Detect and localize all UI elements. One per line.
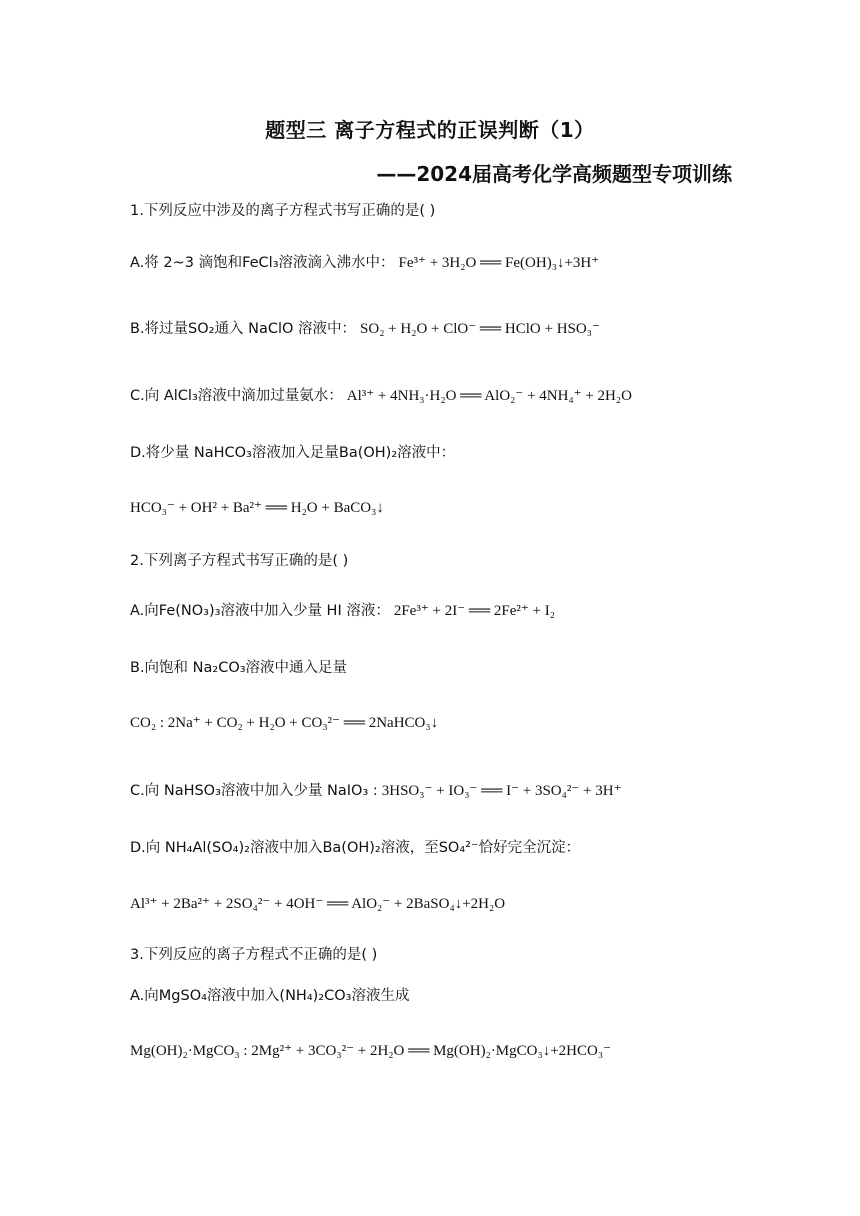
question-1-option-a: A.将 2~3 滴饱和FeCl₃溶液滴入沸水中： Fe³⁺ + 3H₂O ══ Fe(OH)₃↓+3H⁺ bbox=[130, 255, 600, 271]
question-1-option-d-equation bbox=[130, 497, 384, 519]
equation: Al³⁺ + 4NH₃·H₂O ══ AlO₂⁻ + 4NH₄⁺ + 2H₂O bbox=[346, 388, 632, 404]
question-1-option-b: B.将过量SO₂通入 NaClO 溶液中： SO₂ + H₂O + ClO⁻ ══ HClO + HSO₃⁻ bbox=[130, 321, 600, 337]
question-2-option-b: B.向饱和 Na₂CO₃溶液中通入足量 bbox=[130, 660, 348, 676]
question-1-stem: 1.下列反应中涉及的离子方程式书写正确的是( ) bbox=[130, 203, 436, 219]
page-subtitle: ——2024届高考化学高频题型专项训练 bbox=[376, 162, 732, 186]
question-2-option-a: A.向Fe(NO₃)₃溶液中加入少量 HI 溶液： 2Fe³⁺ + 2I⁻ ══ 2Fe²⁺ + I₂ bbox=[130, 603, 555, 619]
equation: SO₂ + H₂O + ClO⁻ ══ HClO + HSO₃⁻ bbox=[360, 321, 600, 337]
question-2-option-b-equation bbox=[130, 712, 438, 734]
question-2-option-d: D.向 NH₄Al(SO₄)₂溶液中加入Ba(OH)₂溶液，至SO₄²⁻恰好完全沉淀： bbox=[130, 840, 581, 856]
equation: 3HSO₃⁻ + IO₃⁻ ══ I⁻ + 3SO₄²⁻ + 3H⁺ bbox=[381, 783, 622, 799]
page-title: 题型三 离子方程式的正误判断（1） bbox=[265, 118, 595, 142]
question-3-option-a: A.向MgSO₄溶液中加入(NH₄)₂CO₃溶液生成 bbox=[130, 988, 410, 1004]
equation: HCO₃⁻ + OH² + Ba²⁺ ══ H₂O + BaCO₃↓ bbox=[130, 500, 384, 516]
equation: Mg(OH)₂·MgCO₃ : 2Mg²⁺ + 3CO₃²⁻ + 2H₂O ══ Mg(OH)₂·MgCO₃↓+2HCO₃⁻ bbox=[130, 1043, 611, 1059]
question-3-stem: 3.下列反应的离子方程式不正确的是( ) bbox=[130, 947, 378, 963]
question-1-option-d: D.将少量 NaHCO₃溶液加入足量Ba(OH)₂溶液中： bbox=[130, 445, 456, 461]
question-1-option-c: C.向 AlCl₃溶液中滴加过量氨水： Al³⁺ + 4NH₃·H₂O ══ AlO₂⁻ + 4NH₄⁺ + 2H₂O bbox=[130, 388, 632, 404]
question-2-option-c: C.向 NaHSO₃溶液中加入少量 NaIO₃ : 3HSO₃⁻ + IO₃⁻ ══ I⁻ + 3SO₄²⁻ + 3H⁺ bbox=[130, 783, 622, 799]
equation: 2Fe³⁺ + 2I⁻ ══ 2Fe²⁺ + I₂ bbox=[393, 603, 555, 619]
equation: CO₂ : 2Na⁺ + CO₂ + H₂O + CO₃²⁻ ══ 2NaHCO₃↓ bbox=[130, 715, 439, 731]
equation: Al³⁺ + 2Ba²⁺ + 2SO₄²⁻ + 4OH⁻ ══ AlO₂⁻ + 2BaSO₄↓+2H₂O bbox=[130, 896, 506, 912]
equation: Fe³⁺ + 3H₂O ══ Fe(OH)₃↓+3H⁺ bbox=[398, 255, 600, 271]
question-2-option-d-equation bbox=[130, 893, 505, 915]
question-2-stem: 2.下列离子方程式书写正确的是( ) bbox=[130, 553, 349, 569]
question-3-option-a-equation bbox=[130, 1040, 611, 1062]
